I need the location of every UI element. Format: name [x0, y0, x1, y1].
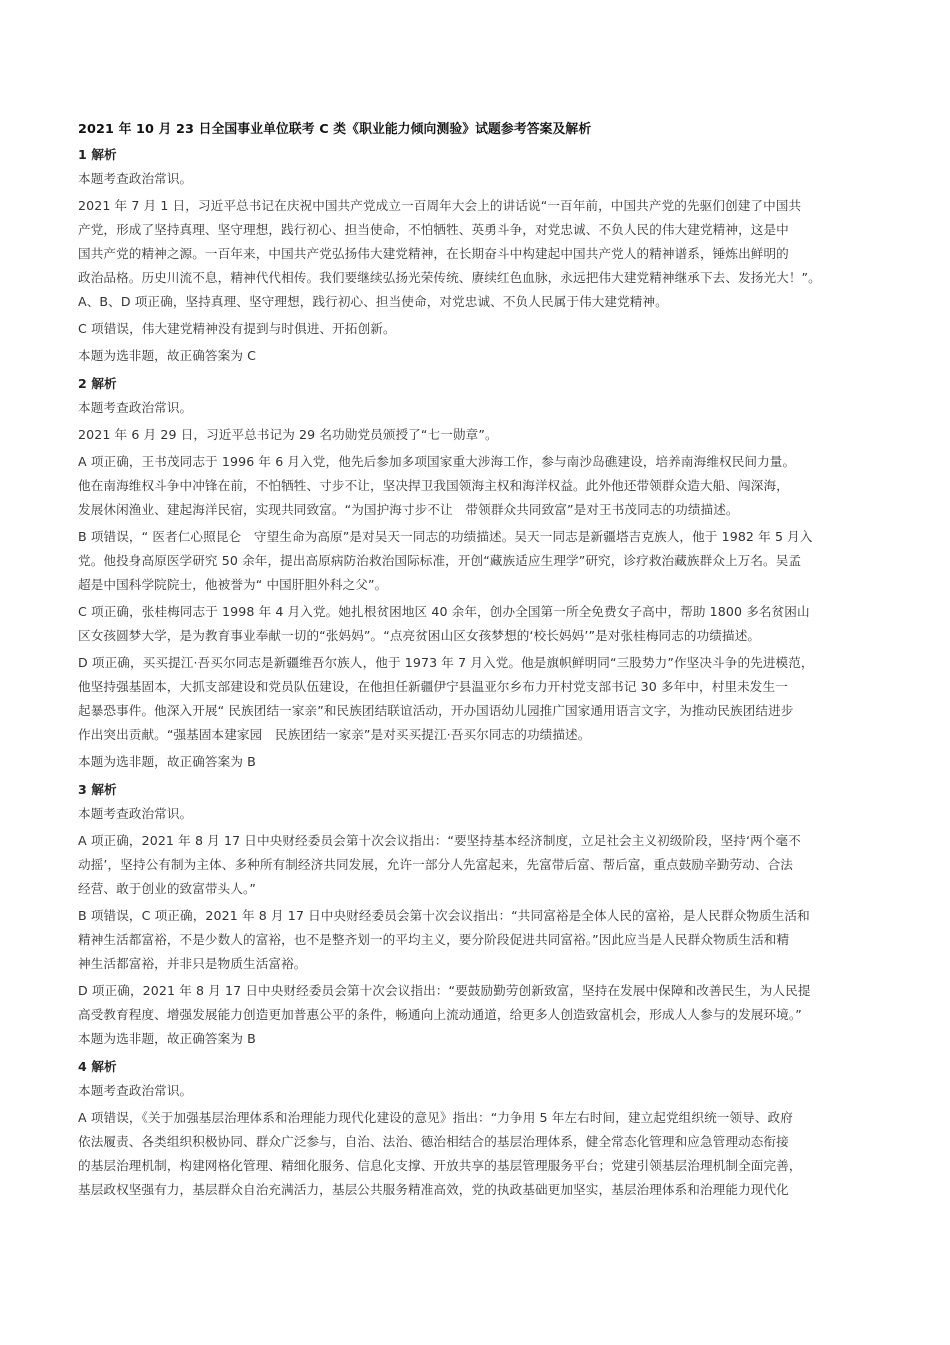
sections-container — [78, 142, 883, 1202]
text-line: 依法履责、各类组织积极协同、群众广泛参与，自治、法治、德治相结合的基层治理体系，健全常态化管理和应急管理动态衔接 — [78, 1134, 789, 1149]
text-line: 本题为选非题，故正确答案为 C — [78, 348, 257, 363]
section-heading: 3 解析 — [78, 782, 117, 797]
section-heading: 1 解析 — [78, 147, 117, 162]
text-line: 本题考查政治常识。 — [78, 806, 193, 821]
text-line: C 项错误，伟大建党精神没有提到与时俱进、开拓创新。 — [78, 321, 396, 336]
paragraph — [78, 167, 883, 191]
document-title: 2021 年 10 月 23 日全国事业单位联考 C 类《职业能力倾向测验》试题参考答案及解析 — [78, 122, 592, 137]
text-line: 国共产党的精神之源。一百年来，中国共产党弘扬伟大建党精神，在长期奋斗中构建起中国共产党人的精神谱系，锤炼出鲜明的 — [78, 246, 789, 261]
text-line: 党。他投身高原医学研究 50 余年，提出高原病防治救治国际标准，开创“藏族适应生理学”研究，诊疗救治藏族群众上万名。吴孟 — [78, 553, 802, 568]
paragraph — [78, 979, 883, 1051]
text-line: 超是中国科学院院士，他被誉为“ 中国肝胆外科之父”。 — [78, 577, 388, 592]
text-line: 政治品格。历史川流不息，精神代代相传。我们要继续弘扬光荣传统、赓续红色血脉，永远把伟大建党精神继承下去、发扬光大！”。 — [78, 270, 821, 285]
text-line: A 项正确，2021 年 8 月 17 日中央财经委员会第十次会议指出：“要坚持基本经济制度，立足社会主义初级阶段，坚持‘两个毫不 — [78, 833, 801, 848]
section-heading: 2 解析 — [78, 376, 117, 391]
text-line: 2021 年 7 月 1 日，习近平总书记在庆祝中国共产党成立一百周年大会上的讲话说“一百年前，中国共产党的先驱们创建了中国共 — [78, 198, 802, 213]
paragraph — [78, 600, 883, 648]
text-line: 本题考查政治常识。 — [78, 1083, 193, 1098]
text-line: 本题考查政治常识。 — [78, 171, 193, 186]
text-line: B 项错误，C 项正确，2021 年 8 月 17 日中央财经委员会第十次会议指出：“共同富裕是全体人民的富裕，是人民群众物质生活和 — [78, 908, 810, 923]
paragraph — [78, 194, 883, 314]
text-line: D 项正确，2021 年 8 月 17 日中央财经委员会第十次会议指出：“要鼓励勤劳创新致富，坚持在发展中保障和改善民生，为人民提 — [78, 983, 811, 998]
text-line: 神生活都富裕，并非只是物质生活富裕。 — [78, 956, 307, 971]
text-line: 的基层治理机制，构建网格化管理、精细化服务、信息化支撑、开放共享的基层管理服务平台；党建引领基层治理机制全面完善， — [78, 1158, 802, 1173]
paragraph — [78, 1106, 883, 1202]
paragraph — [78, 1079, 883, 1103]
text-line: 起暴恐事件。他深入开展“ 民族团结一家亲”和民族团结联谊活动，开办国语幼儿园推广国家通用语言文字，为推动民族团结进步 — [78, 703, 794, 718]
text-line: 他坚持强基固本，大抓支部建设和党员队伍建设，在他担任新疆伊宁县温亚尔乡布力开村党支部书记 30 多年中，村里未发生一 — [78, 679, 788, 694]
paragraph — [78, 904, 883, 976]
text-line: 2021 年 6 月 29 日，习近平总书记为 29 名功勋党员颁授了“七一勋章”。 — [78, 427, 498, 442]
text-line: 精神生活都富裕，不是少数人的富裕，也不是整齐划一的平均主义，要分阶段促进共同富裕。”因此应当是人民群众物质生活和精 — [78, 932, 790, 947]
paragraph — [78, 802, 883, 826]
text-line: 动摇’，坚持公有制为主体、多种所有制经济共同发展，允许一部分人先富起来，先富带后富、帮后富，重点鼓励辛勤劳动、合法 — [78, 857, 793, 872]
text-line: 基层政权坚强有力，基层群众自治充满活力，基层公共服务精准高效，党的执政基础更加坚实，基层治理体系和治理能力现代化 — [78, 1182, 789, 1197]
text-line: 发展休闲渔业、建起海洋民宿，实现共同致富。“为国护海寸步不让 带领群众共同致富”是对王书茂同志的功绩描述。 — [78, 502, 739, 517]
text-line: D 项正确，买买提江·吾买尔同志是新疆维吾尔族人，他于 1973 年 7 月入党。他是旗帜鲜明同“三股势力”作坚决斗争的先进模范， — [78, 655, 814, 670]
text-line: A 项错误，《关于加强基层治理体系和治理能力现代化建设的意见》指出：“力争用 5 年左右时间，建立起党组织统一领导、政府 — [78, 1110, 793, 1125]
text-line: 产党，形成了坚持真理、坚守理想，践行初心、担当使命，不怕牺牲、英勇斗争，对党忠诚、不负人民的伟大建党精神，这是中 — [78, 222, 789, 237]
text-line: 作出突出贡献。“强基固本建家园 民族团结一家亲”是对买买提江·吾买尔同志的功绩描述。 — [78, 727, 591, 742]
text-line: 本题为选非题，故正确答案为 B — [78, 1031, 256, 1046]
text-line: 经营、敢于创业的致富带头人。” — [78, 881, 257, 896]
document-page — [78, 118, 883, 1205]
paragraph — [78, 423, 883, 447]
text-line: 本题为选非题，故正确答案为 B — [78, 754, 256, 769]
section-heading: 4 解析 — [78, 1059, 117, 1074]
paragraph — [78, 396, 883, 420]
paragraph — [78, 651, 883, 747]
text-line: 他在南海维权斗争中冲锋在前，不怕牺牲、寸步不让，坚决捍卫我国领海主权和海洋权益。此外他还带领群众造大船、闯深海， — [78, 478, 789, 493]
paragraph — [78, 344, 883, 368]
text-line: 高受教育程度、增强发展能力创造更加普惠公平的条件，畅通向上流动通道，给更多人创造致富机会，形成人人参与的发展环境。” — [78, 1007, 802, 1022]
paragraph — [78, 525, 883, 597]
text-line: B 项错误，“ 医者仁心照昆仑 守望生命为高原”是对吴天一同志的功绩描述。吴天一同志是新疆塔吉克族人，他于 1982 年 5 月入 — [78, 529, 813, 544]
paragraph — [78, 317, 883, 341]
text-line: 区女孩圆梦大学，是为教育事业奉献一切的“张妈妈”。“点亮贫困山区女孩梦想的‘校长妈妈’”是对张桂梅同志的功绩描述。 — [78, 628, 761, 643]
paragraph — [78, 450, 883, 522]
text-line: 本题考查政治常识。 — [78, 400, 193, 415]
paragraph — [78, 750, 883, 774]
paragraph — [78, 829, 883, 901]
text-line: C 项正确，张桂梅同志于 1998 年 4 月入党。她扎根贫困地区 40 余年，创办全国第一所全免费女子高中，帮助 1800 多名贫困山 — [78, 604, 810, 619]
text-line: A、B、D 项正确，坚持真理、坚守理想，践行初心、担当使命，对党忠诚、不负人民属于伟大建党精神。 — [78, 294, 668, 309]
text-line: A 项正确，王书茂同志于 1996 年 6 月入党，他先后参加多项国家重大涉海工作，参与南沙岛礁建设，培养南海维权民间力量。 — [78, 454, 796, 469]
